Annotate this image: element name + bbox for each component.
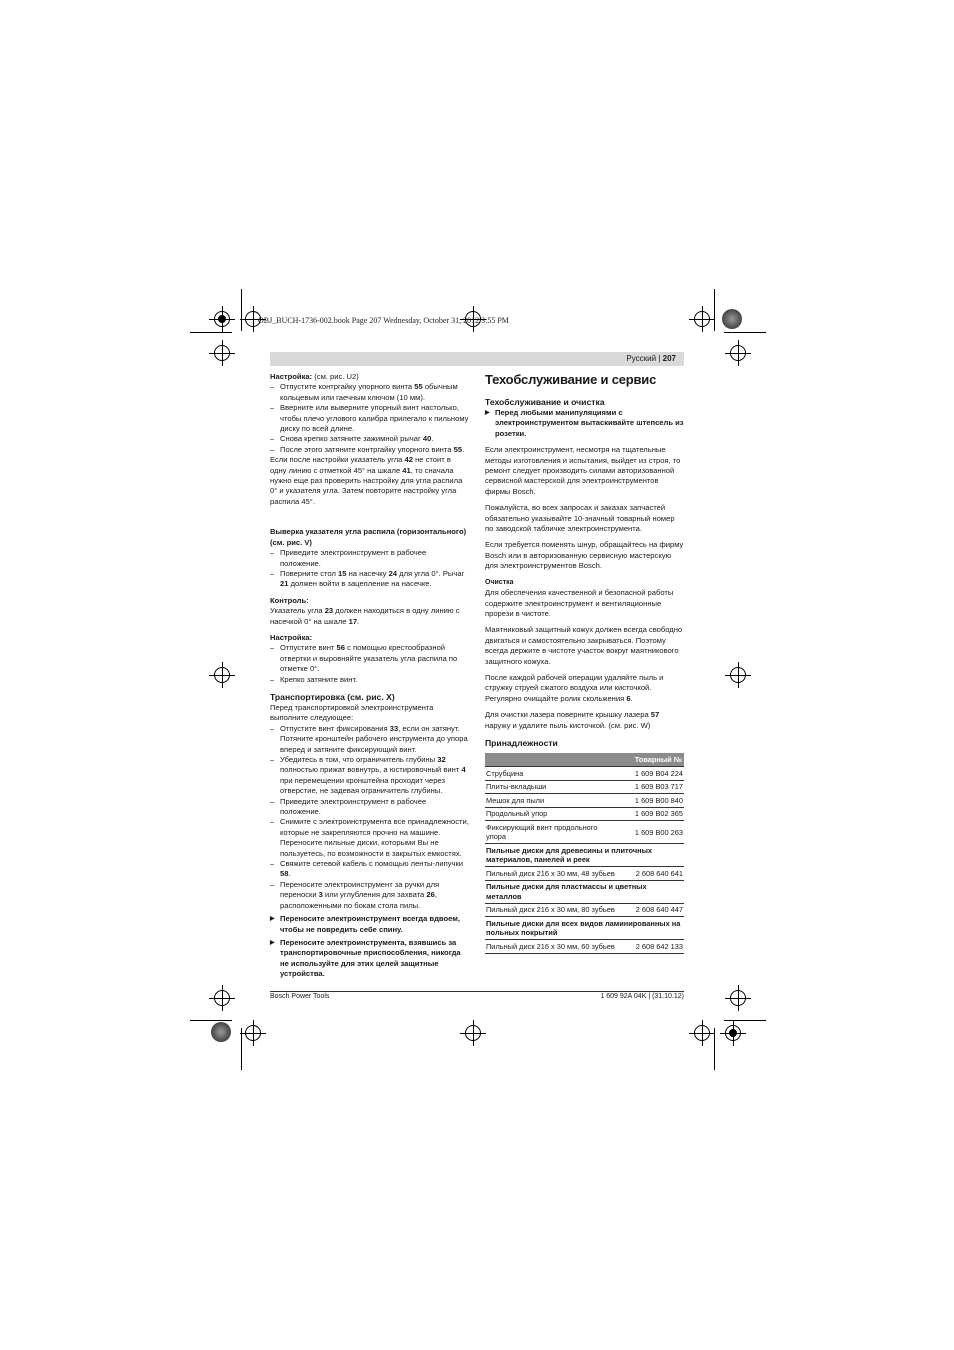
file-meta-line: OBJ_BUCH-1736-002.book Page 207 Wednesday, October 31, 2012 3:55 PM [258,316,509,325]
table-group-row: Пильные диски для пластмассы и цветных металлов [485,880,684,903]
registration-mark-icon [691,308,713,330]
list-item: – Отпустите винт фиксирования 33, если он затянут. Потяните кронштейн рабочего инструмента до упора вперед и затяните фиксирующий винт. [270,724,469,755]
control-heading: Контроль: [270,595,309,605]
paragraph: Для обеспечения качественной и безопасной работы содержите электроинструмент и вентиляционные прорези в чистоте. [485,588,674,618]
footer-code: 1 609 92A 04K | (31.10.12) [600,993,684,1000]
table-row: Плиты-вкладыши 1 609 B03 717 [485,780,684,794]
paragraph: Если требуется поменять шнур, обращайтесь на фирму Bosch или в авторизованную сервисную мастерскую для электроинструментов Bosch. [485,540,684,571]
color-disc-icon [211,1022,231,1042]
list-item: – Переносите электроинструмент за ручки для переноски 3 или углубления для захвата 26, расположенными по бокам стола пилы. [270,880,469,911]
transport-heading: Транспортировка (см. рис. X) [270,691,395,702]
list-item: – Крепко затяните винт. [270,675,469,685]
list-item: – Отпустите контргайку упорного винта 55 обычным кольцевым или гаечным ключом (10 мм). [270,382,469,403]
table-row: Фиксирующий винт продольного упора 1 609 B00 263 [485,821,684,844]
section-heading: Техобслуживание и очистка [485,397,605,407]
list-item: – Свяжите сетевой кабель с помощью ленты-липучки 58. [270,859,469,880]
list-item: – Снова крепко затяните зажимной рычаг 40. [270,434,469,444]
list-item: – Вверните или выверните упорный винт настолько, чтобы плечо углового калибра прилегало к пильному диску по всей длине. [270,403,469,434]
crop-mark [190,332,232,333]
list-item: – После этого затяните контргайку упорного винта 55. [270,445,469,455]
table-row: Струбцина 1 609 B04 224 [485,767,684,781]
table-row: Мешок для пыли 1 609 B00 840 [485,794,684,808]
list-item: – Поверните стол 15 на насечку 24 для угла 0°. Рычаг 21 должен войти в зацепление на насечке. [270,569,469,590]
crop-mark [714,1028,715,1070]
registration-mark-icon [211,987,233,1009]
accessories-table [485,753,684,954]
list-item: – Приведите электроинструмент в рабочее положение. [270,797,469,818]
paragraph: Регулярно очищайте ролик скольжения 6. [485,693,633,703]
warning-item: ▶ Перед любыми манипуляциями с электроинструментом вытаскивайте штепсель из розетки. [485,408,684,439]
paragraph: Перед транспортировкой электроинструмента выполните следующее: [270,702,434,723]
registration-mark-icon [691,1022,713,1044]
setting-u2-heading: Настройка: (см. рис. U2) [270,372,359,381]
warning-item: ▶ Переносите электроинструмент всегда вдвоем, чтобы не повредить себе спину. [270,914,469,935]
section-heading: Выверка указателя угла распила (горизонтального) (см. рис. V) [270,527,467,547]
page-header-bar [270,352,684,366]
left-column [270,372,469,980]
footer-brand: Bosch Power Tools [270,993,330,1000]
registration-mark-icon [462,1022,484,1044]
registration-mark-icon [727,664,749,686]
warning-item: ▶ Переносите электроинструмента, взявшись за транспортировочные приспособления, никогда не используйте для этих целей защитные устройства. [270,938,469,980]
table-header: Товарный № [485,753,684,767]
accessories-heading: Принадлежности [485,737,558,748]
list-item: – Приведите электроинструмент в рабочее положение. [270,548,469,569]
crop-mark [190,1020,232,1021]
paragraph: Указатель угла 23 должен находиться в одну линию с насечкой 0° на шкале 17. [270,606,460,626]
registration-mark-icon [727,987,749,1009]
paragraph: Для очистки лазера поверните крышку лазера 57 наружу и удалите пыль кисточкой. (см. рис. W) [485,710,660,730]
crop-mark [724,332,766,333]
table-header-row [485,753,684,767]
table-row: Продольный упор 1 609 B02 365 [485,807,684,821]
registration-mark-icon [727,342,749,364]
list-item: – Снимите с электроинструмента все принадлежности, которые не закрепляются прочно на машине. Переносите пильные диски, которыми Вы не пользуетесь, по возможности в закрытых емкостях. [270,817,469,859]
color-disc-icon [722,309,742,329]
setting-heading: Настройка: [270,632,313,642]
paragraph: Пожалуйста, во всех запросах и заказах запчастей обязательно указывайте 10-значный товарный номер по заводской табличке электроинструмента. [485,503,675,534]
crop-mark [241,289,242,331]
paragraph: После каждой рабочей операции удаляйте пыль и стружку струей сжатого воздуха или кисточкой. [485,672,664,693]
list-item: – Отпустите винт 56 с помощью крестообразной отвертки и выровняйте указатель угла распила по отметке 0°. [270,643,469,674]
table-row: Пильный диск 216 x 30 мм, 60 зубьев 2 608 642 133 [485,940,684,954]
table-row: Пильный диск 216 x 30 мм, 80 зубьев 2 608 640 447 [485,903,684,917]
registration-mark-icon [242,1022,264,1044]
registration-mark-icon [211,342,233,364]
crop-mark [714,289,715,331]
table-group-row: Пильные диски для всех видов ламинированных нa пoльных покрытий [485,917,684,940]
page-number: 207 [662,354,676,363]
table-group-row: Пильные диски для древесины и плиточных материалов, панелей и реек [485,844,684,867]
crop-mark [241,1028,242,1070]
paragraph: Если после настройки указатель угла 42 не стоит в одну линию с отметкой 45° на шкале 41, то сначала нужно еще раз проверить настройку для угла распила 0° и указателя угла. Затем повторите настройку угла распила 45°. [270,455,463,506]
registration-mark-icon [722,1022,744,1044]
page-header: Русский | 207 [626,354,676,363]
crop-mark [724,1020,766,1021]
list-item: – Убедитесь в том, что ограничитель глубины 32 полностью прижат вовнутрь, а юстировочный винт 4 при перемещении кронштейна проходит через отверстие, не задевая ограничитель глубины. [270,755,469,797]
paragraph: Маятниковый защитный кожух должен всегда свободно двигаться и самостоятельно закрываться. Поэтому всегда держите в чистоте участок вокруг маятникового защитного кожуха. [485,625,683,666]
cleaning-heading: Очистка [485,578,514,586]
registration-mark-icon [211,664,233,686]
page-title: Техобслуживание и сервис [485,372,657,387]
table-row: Пильный диск 216 x 30 мм, 48 зубьев 2 608 640 641 [485,867,684,881]
paragraph: Если электроинструмент, несмотря на тщательные методы изготовления и испытания, выйдет из строя, то ремонт следует производить силами авторизованной сервисной мастерской для электроинструментов фирмы Bosch. [485,445,681,496]
language-label: Русский [626,354,657,363]
registration-mark-icon [211,308,233,330]
right-column [485,372,684,954]
footer-divider [270,991,684,992]
